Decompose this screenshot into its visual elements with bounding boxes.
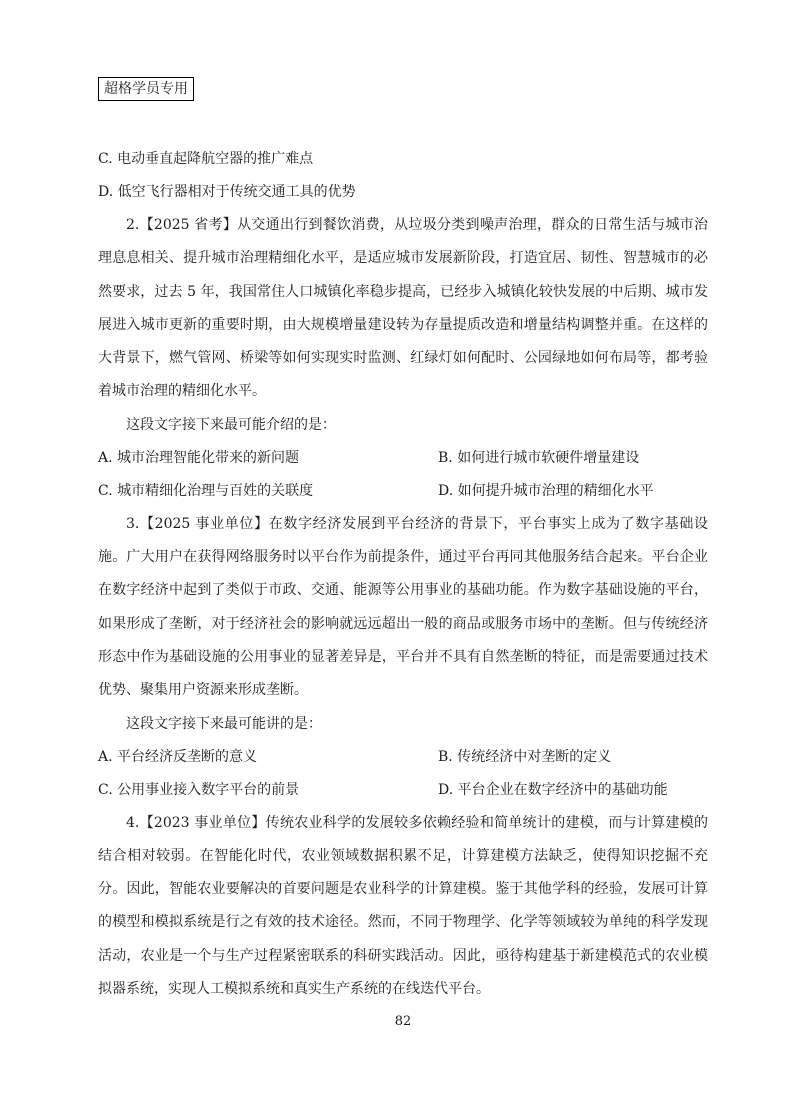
question-3-option-a: A. 平台经济反垄断的意义 (98, 748, 258, 765)
question-2-options-row-1 (98, 442, 708, 475)
question-3-option-d: D. 平台企业在数字经济中的基础功能 (438, 781, 668, 798)
question-2-option-c: C. 城市精细化治理与百姓的关联度 (98, 482, 314, 499)
header-label: 超格学员专用 (98, 77, 194, 101)
question-2-prompt: 这段文字接下来最可能介绍的是： (126, 416, 336, 433)
prev-option-d: D. 低空飞行器相对于传统交通工具的优势 (98, 184, 356, 200)
question-3-text: 3.【2025 事业单位】在数字经济发展到平台经济的背景下，平台事实上成为了数字基础设施。广大用户在获得网络服务时以平台作为前提条件，通过平台再同其他服务结合起来。平台企业在数字经济中起到了类似于市政、交通、能源等公用事业的基础功能。作为数字基础设施的平台，如果形成了垄断，对于经济社会的影响就远远超出一般的商品或服务市场中的垄断。但与传统经济形态中作为基础设施的公用事业的显著差异是，平台并不具有自然垄断的特征，而是需要通过技术优势、聚集用户资源来形成垄断。 (98, 515, 708, 699)
question-2-text: 2.【2025 省考】从交通出行到餐饮消费，从垃圾分类到噪声治理，群众的日常生活与城市治理息息相关、提升城市治理精细化水平，是适应城市发展新阶段，打造宜居、韧性、智慧城市的必然要求，过去 5 年，我国常住人口城镇化率稳步提高，已经步入城镇化较快发展的中后期、城市发展进入城市更新的重要时期，由大规模增量建设转为存量提质改造和增量结构调整并重。在这样的大背景下，燃气管网、桥梁等如何实现实时监测、红绿灯如何配时、公园绿地如何布局等，都考验着城市治理的精细化水平。 (98, 217, 708, 400)
question-2-option-a: A. 城市治理智能化带来的新问题 (98, 449, 300, 466)
question-4-text: 4.【2023 事业单位】传统农业科学的发展较多依赖经验和简单统计的建模，而与计算建模的结合相对较弱。在智能化时代，农业领域数据积累不足，计算建模方法缺乏，使得知识挖掘不充分。因此，智能农业要解决的首要问题是农业科学的计算建模。鉴于其他学科的经验，发展可计算的模型和模拟系统是行之有效的技术途径。然而，不同于物理学、化学等领域较为单纯的科学发现活动，农业是一个与生产过程紧密联系的科研实践活动。因此，亟待构建基于新建模范式的农业模拟器系统，实现人工模拟系统和真实生产系统的在线迭代平台。 (98, 814, 708, 998)
question-3-options-row-2 (98, 774, 708, 807)
question-3-option-c: C. 公用事业接入数字平台的前景 (98, 781, 300, 798)
question-3-option-b: B. 传统经济中对垄断的定义 (438, 748, 612, 765)
question-2-option-d: D. 如何提升城市治理的精细化水平 (438, 482, 654, 499)
prev-option-c: C. 电动垂直起降航空器的推广难点 (98, 151, 314, 167)
question-2-options-row-2 (98, 475, 708, 508)
question-3-options-row-1 (98, 741, 708, 774)
page-number: 82 (394, 1014, 412, 1029)
document-page (98, 0, 708, 1114)
content (98, 143, 708, 1006)
question-2-option-b: B. 如何进行城市软硬件增量建设 (438, 449, 640, 466)
question-3-prompt: 这段文字接下来最可能讲的是： (126, 715, 322, 732)
